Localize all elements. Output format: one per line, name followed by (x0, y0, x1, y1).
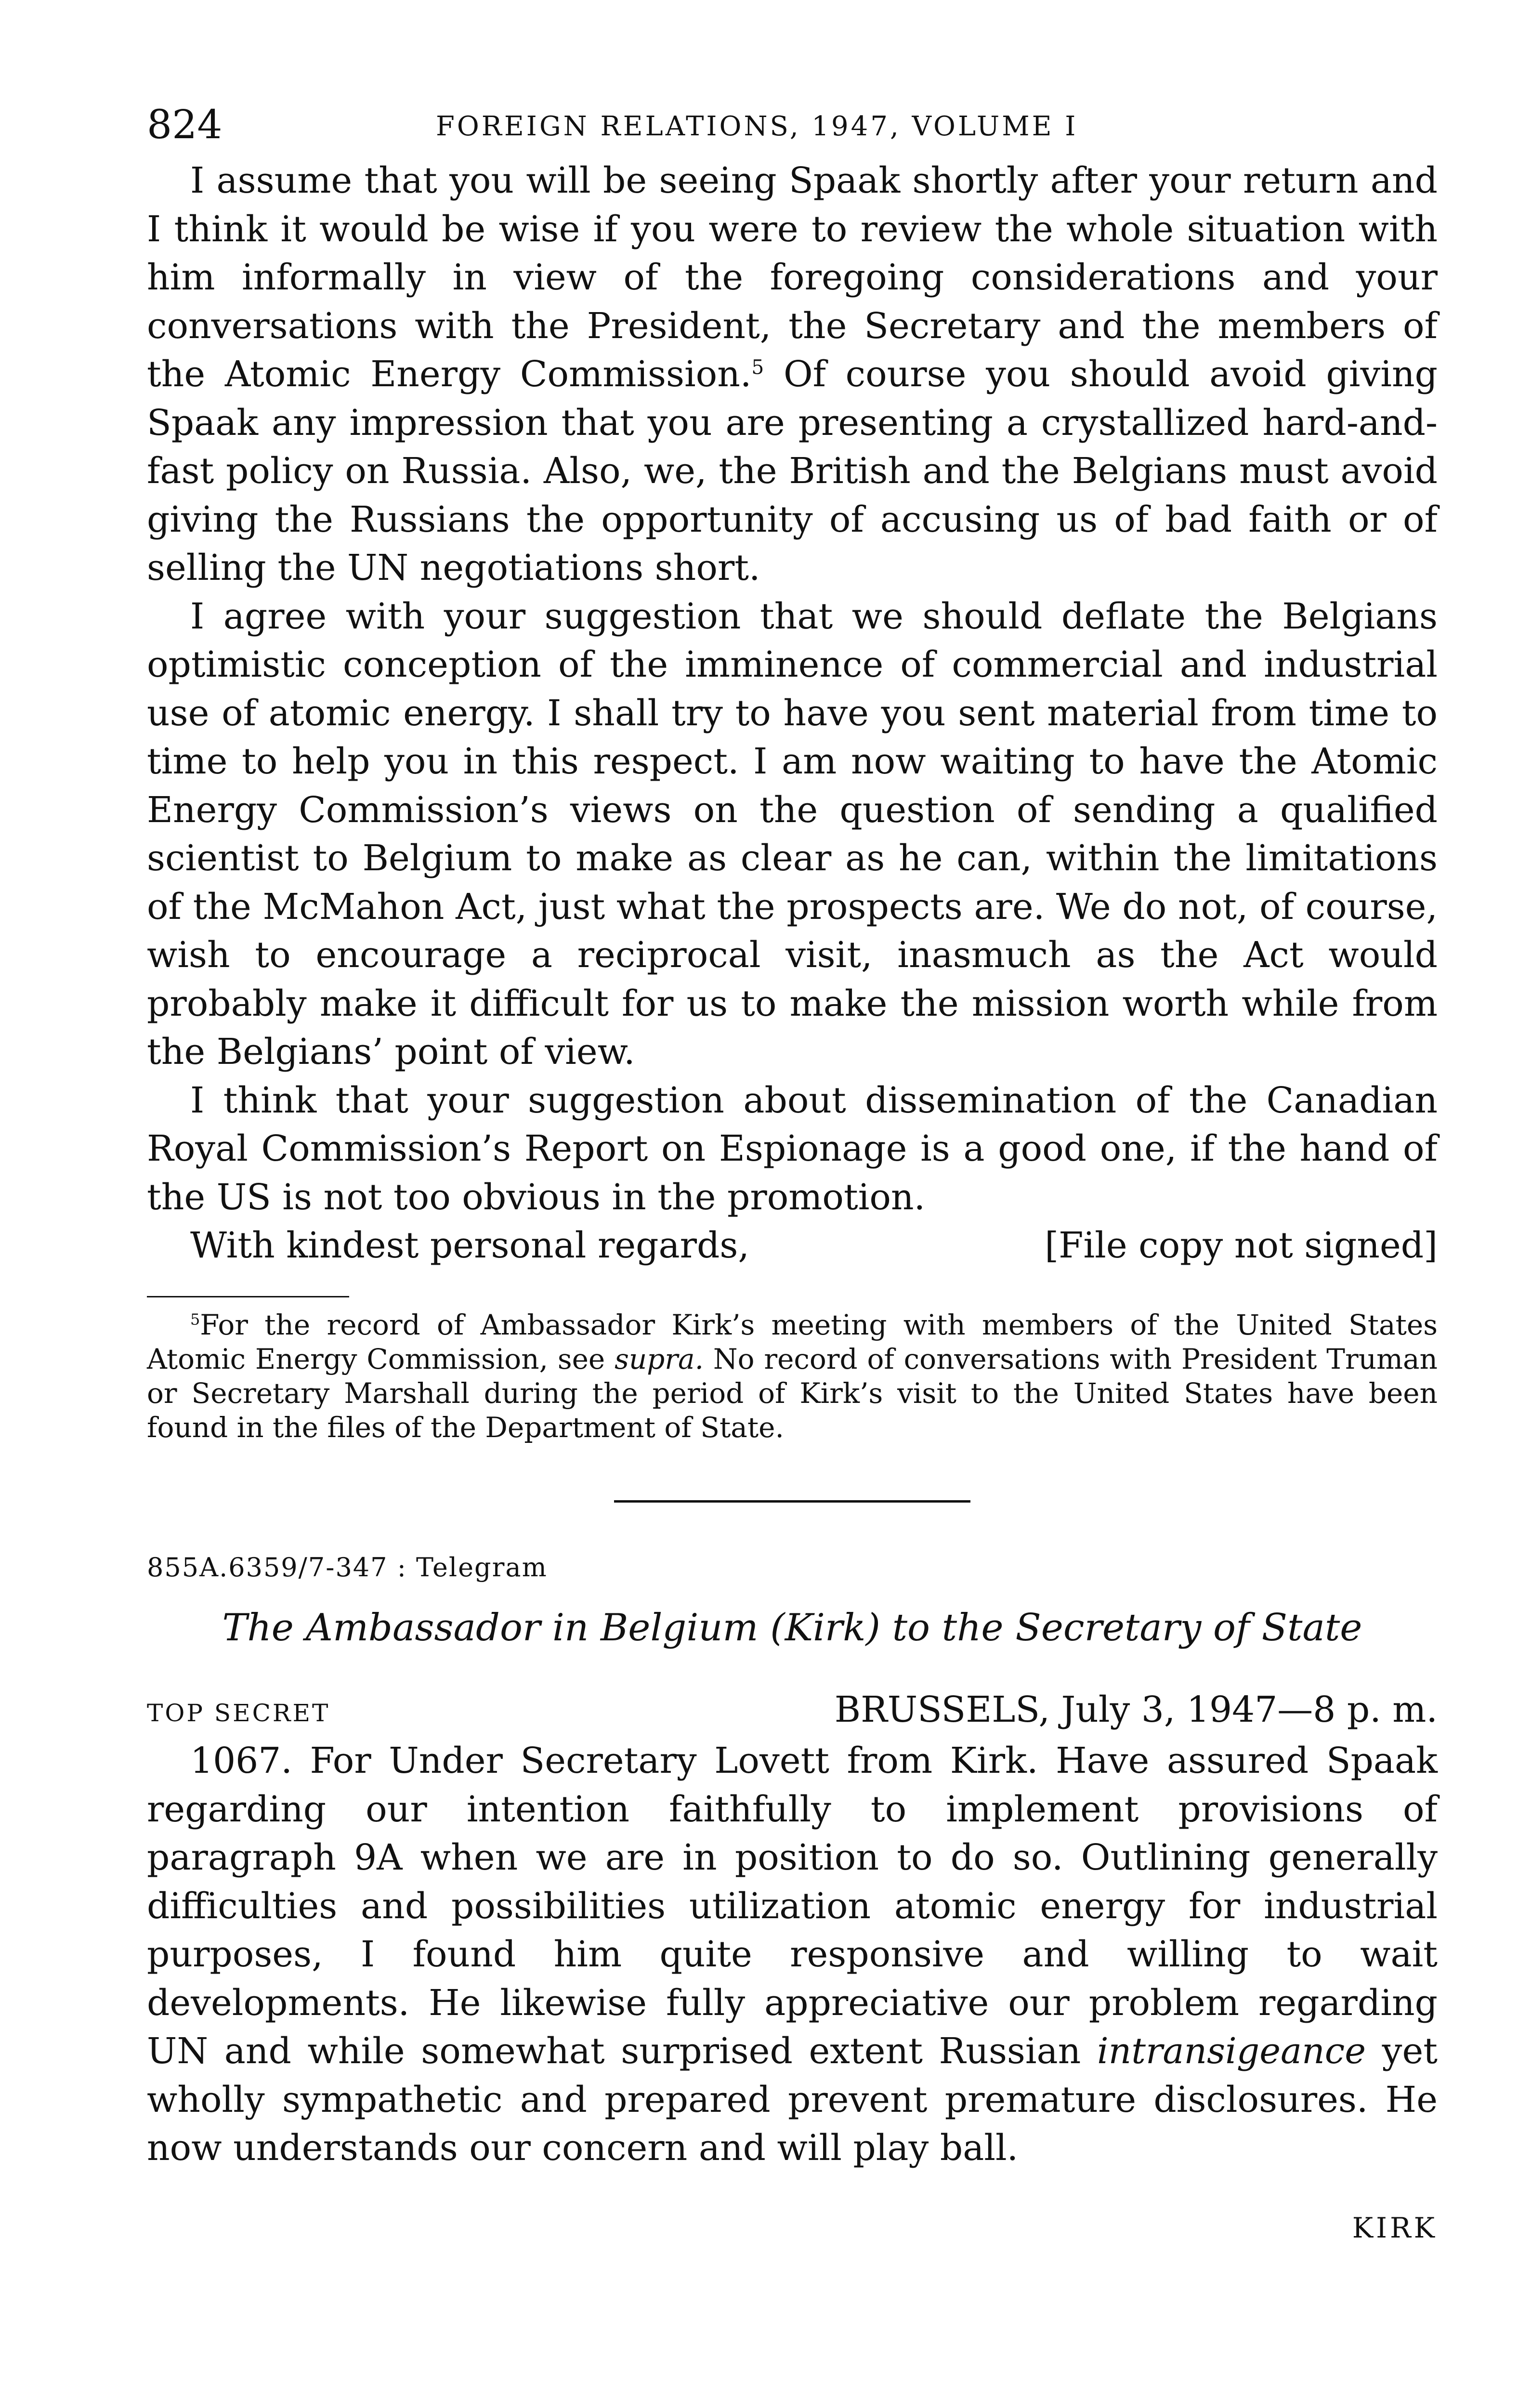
closing-salutation: With kindest personal regards, (190, 1225, 749, 1266)
telegram-text-part-1: 1067. For Under Secretary Lovett from Kirk. Have assured Spaak regarding our intention faithfully to implement provisions of paragraph 9A when we are in position to do so. Outlining generally difficulties and possibilities utilization atomic energy for industrial purposes, I found him quite responsive and willing to wait developments. He likewise fully appreciative our problem regarding UN and while somewhat surprised extent Russian (147, 1740, 1438, 2072)
letter-paragraph-2: I agree with your suggestion that we should deflate the Belgians optimistic conception of the imminence of commercial and industrial use of atomic energy. I shall try to have you sent material from time to time to help you in this respect. I am now waiting to have the Atomic Energy Commission’s views on the question of sending a qualified scientist to Belgium to make as clear as he can, within the limitations of the McMahon Act, just what the prospects are. We do not, of course, wish to encourage a reciprocal visit, inasmuch as the Act would probably make it difficult for us to make the mission worth while from the Belgians’ point of view. (147, 595, 1438, 1073)
letter-closing (147, 1221, 1438, 1269)
letter-body (147, 157, 1438, 1221)
footnote-marker: 5 (190, 1310, 200, 1329)
telegram-title: The Ambassador in Belgium (Kirk) to the Secretary of State (222, 1606, 1362, 1649)
telegram-body (147, 1737, 1438, 2172)
telegram-italic-word: intransigeance (1097, 2030, 1366, 2072)
footnote-rule (147, 1296, 349, 1297)
footnote-reference: 5 (751, 355, 764, 379)
letter-paragraph-1-text: I assume that you will be seeing Spaak shortly after your return and I think it would be wise if you were to review the whole situation with him informally in view of the foregoing considerations and your conversations with the President, the Secretary and the members of the Atomic Energy Commission. (147, 160, 1438, 395)
footnote-text-part-2: No record of conversations with President Truman or Secretary Marshall during the period of Kirk’s visit to the United States have been found in the files of the Department of State. (147, 1343, 1438, 1444)
telegram-file-reference: 855A.6359/7-347 : Telegram (147, 1552, 548, 1583)
letter-paragraph-1-continued: Of course you should avoid giving Spaak any impression that you are presenting a crystallized hard-and-fast policy on Russia. Also, we, the British and the Belgians must avoid giving the Russians the opportunity of accusing us of bad faith or of selling the UN negotiations short. (147, 353, 1438, 589)
telegram-paragraph (147, 1737, 1438, 2172)
file-copy-note: [File copy not signed] (1045, 1225, 1438, 1266)
signature: KIRK (1352, 2211, 1438, 2244)
letter-paragraph-1 (147, 157, 1438, 592)
footnote-text-part-1: For the record of Ambassador Kirk’s meeting with members of the United States Atomic Energy Commission, see (147, 1309, 1438, 1375)
footnote-text (147, 1308, 1438, 1445)
section-separator (614, 1500, 970, 1503)
classification-label: TOP SECRET (147, 1699, 330, 1727)
running-title: FOREIGN RELATIONS, 1947, VOLUME I (436, 111, 1078, 142)
running-head (147, 99, 1438, 152)
telegram-dateline (147, 1686, 1438, 1734)
telegram-text-part-2: yet wholly sympathetic and prepared prevent premature disclosures. He now understands our concern and will play ball. (147, 2030, 1438, 2169)
document-page (147, 99, 1438, 2250)
letter-paragraph-3: I think that your suggestion about dissemination of the Canadian Royal Commission’s Report on Espionage is a good one, if the hand of the US is not too obvious in the promotion. (147, 1079, 1438, 1218)
footnote-italic: supra. (615, 1343, 704, 1375)
footnote (147, 1308, 1438, 1445)
page-number: 824 (147, 102, 222, 148)
place-and-date: BRUSSELS, July 3, 1947—8 p. m. (834, 1689, 1438, 1730)
